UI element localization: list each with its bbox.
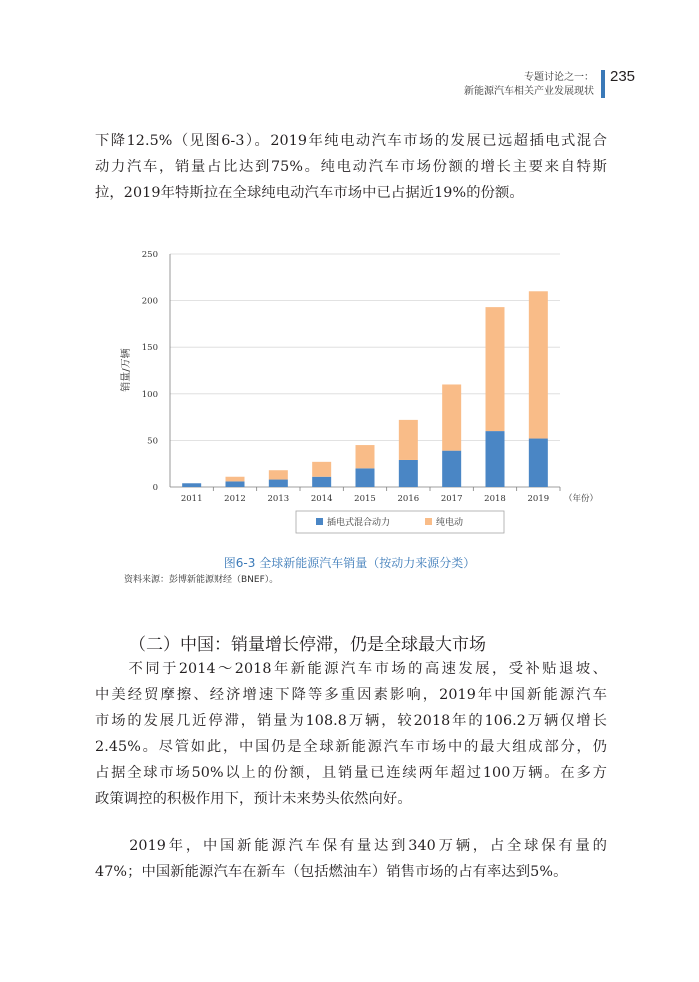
paragraph-line: 47%；中国新能源汽车在新车（包括燃油车）销售市场的占有率达到5%。	[95, 864, 568, 880]
paragraph-line: 2.45%。尽管如此，中国仍是全球新能源汽车市场中的最大组成部分，仍	[95, 739, 607, 755]
bar-segment	[399, 420, 418, 460]
page-number: 235	[610, 68, 636, 85]
header-subtitle: 新能源汽车相关产业发展现状	[464, 86, 594, 97]
x-tick-label: 2018	[484, 494, 506, 504]
y-tick-label: 200	[141, 296, 158, 307]
bar-segment	[269, 480, 288, 487]
legend-label: 纯电动	[436, 518, 464, 528]
bar-segment	[312, 477, 331, 487]
bar-segment	[486, 431, 505, 487]
y-tick-label: 0	[152, 483, 158, 493]
x-tick-label: 2011	[180, 494, 203, 504]
bar-segment	[269, 470, 288, 479]
x-tick-label: 2019	[527, 494, 550, 504]
x-tick-label: 2014	[310, 494, 333, 504]
paragraph-line: 下降12.5%（见图6-3）。2019年纯电动汽车市场的发展已远超插电式混合	[95, 133, 607, 149]
x-unit-label: （年份）	[564, 494, 599, 504]
paragraph-line: 占据全球市场50%以上的份额，且销量已连续两年超过100万辆。在多方	[95, 765, 607, 781]
legend-swatch	[425, 518, 432, 525]
y-tick-label: 150	[141, 343, 158, 354]
paragraph-line: 政策调控的积极作用下，预计未来势头依然向好。	[95, 791, 412, 807]
bar-segment	[442, 451, 461, 487]
y-tick-label: 100	[141, 389, 158, 400]
paragraph-line: 中美经贸摩擦、经济增速下降等多重因素影响，2019年中国新能源汽车	[95, 687, 607, 703]
bar-segment	[226, 481, 245, 487]
paragraph-line: 不同于2014～2018年新能源汽车市场的高速发展，受补贴退坡、	[95, 661, 607, 677]
figure-caption: 图6-3 全球新能源汽车销量（按动力来源分类）	[223, 556, 476, 570]
y-tick-label: 250	[141, 250, 158, 260]
section-heading: （二）中国：销量增长停滞，仍是全球最大市场	[129, 635, 486, 655]
figure-source: 资料来源：彭博新能源财经（BNEF）。	[124, 575, 279, 585]
bar-segment	[312, 462, 331, 477]
x-tick-label: 2012	[224, 494, 246, 504]
bar-segment	[399, 460, 418, 487]
paragraph-line: 拉，2019年特斯拉在全球纯电动汽车市场中已占据近19%的份额。	[95, 185, 524, 201]
bar-segment	[442, 384, 461, 450]
paragraph-line: 动力汽车，销量占比达到75%。纯电动汽车市场份额的增长主要来自特斯	[95, 159, 607, 175]
header-topic: 专题讨论之一：	[524, 72, 594, 83]
y-axis-label: 销量/万辆	[121, 348, 132, 392]
bar-segment	[182, 483, 201, 487]
paragraph-line: 2019年，中国新能源汽车保有量达到340万辆，占全球保有量的	[95, 838, 607, 854]
bar-segment	[486, 307, 505, 431]
paragraph-2	[95, 656, 607, 812]
x-tick-label: 2016	[397, 494, 420, 504]
bar-segment	[226, 477, 245, 482]
paragraph-3	[95, 833, 607, 885]
bar-segment	[529, 439, 548, 487]
bar-segment	[356, 445, 375, 468]
x-tick-label: 2013	[267, 494, 290, 504]
bar-segment	[529, 291, 548, 438]
bar-segment	[356, 468, 375, 487]
legend-swatch	[316, 518, 323, 525]
paragraph-line: 市场的发展几近停滞，销量为108.8万辆，较2018年的106.2万辆仅增长	[95, 713, 607, 729]
x-tick-label: 2015	[354, 494, 376, 504]
x-tick-label: 2017	[440, 494, 463, 504]
legend-label: 插电式混合动力	[327, 518, 391, 528]
y-tick-label: 50	[147, 436, 158, 447]
